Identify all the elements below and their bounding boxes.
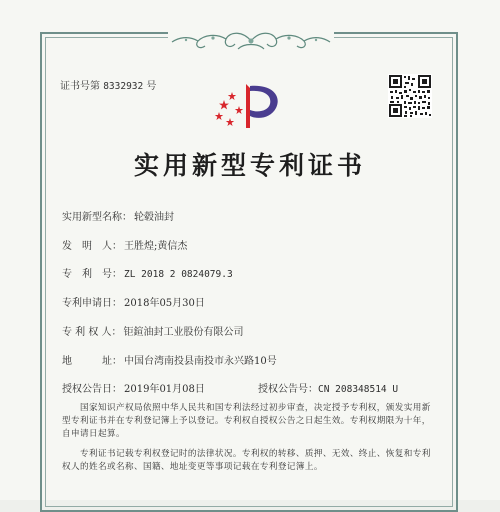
grant-number-field [258, 380, 398, 395]
body-paragraph-2: 专利证书记载专利权登记时的法律状况。专利权的转移、质押、无效、终止、恢复和专利权人的姓名或名称、国籍、地址变更等事项记载在专利登记簿上。 [62, 449, 431, 472]
grant-date-row [62, 380, 205, 395]
filing-date-label: 专利申请日： [62, 298, 122, 309]
grant-date-label: 授权公告日： [62, 384, 122, 395]
body-paragraph-1: 国家知识产权局依照中华人民共和国专利法经过初步审查，决定授予专利权，颁发实用新型专利证书并在专利登记簿上予以登记。专利权自授权公告之日起生效。专利权期限为十年，自申请日起算。 [62, 403, 431, 439]
utility-model-name-row [62, 208, 174, 223]
certificate-number-value: 8332932 [103, 81, 144, 92]
patent-number-value: ZL 2018 2 0824079.3 [124, 269, 233, 280]
certificate-title: 实用新型专利证书 [133, 151, 366, 180]
patentee-value: 钜鍹油封工业股份有限公司 [123, 327, 244, 338]
utility-model-name-label: 实用新型名称： [62, 212, 132, 223]
inventor-row [62, 237, 187, 252]
patent-office-logo-icon [210, 78, 284, 132]
inventor-label: 发 明 人： [62, 241, 122, 252]
grant-number-label: 授权公告号： [258, 384, 318, 395]
filing-date-row [62, 294, 205, 309]
certificate-number-suffix: 号 [146, 81, 157, 92]
grant-date-value: 2019年01月08日 [124, 384, 205, 395]
address-value: 中国台湾南投县南投市永兴路10号 [124, 356, 277, 367]
qr-code-icon [388, 74, 432, 118]
patentee-label: 专 利 权 人： [62, 327, 122, 338]
top-ornament-icon [168, 29, 334, 53]
patentee-row [62, 323, 244, 338]
grant-number-value: CN 208348514 U [318, 384, 399, 395]
address-row [62, 352, 277, 367]
address-label: 地 址： [62, 356, 122, 367]
utility-model-name-value: 轮毂油封 [134, 212, 174, 223]
certificate-number [60, 77, 156, 92]
certificate-number-label: 证书号第 [60, 81, 100, 92]
patent-number-row [62, 265, 233, 280]
filing-date-value: 2018年05月30日 [124, 298, 205, 309]
inventor-value: 王胜煌;黄信杰 [124, 241, 188, 252]
patent-number-label: 专 利 号： [62, 269, 122, 280]
